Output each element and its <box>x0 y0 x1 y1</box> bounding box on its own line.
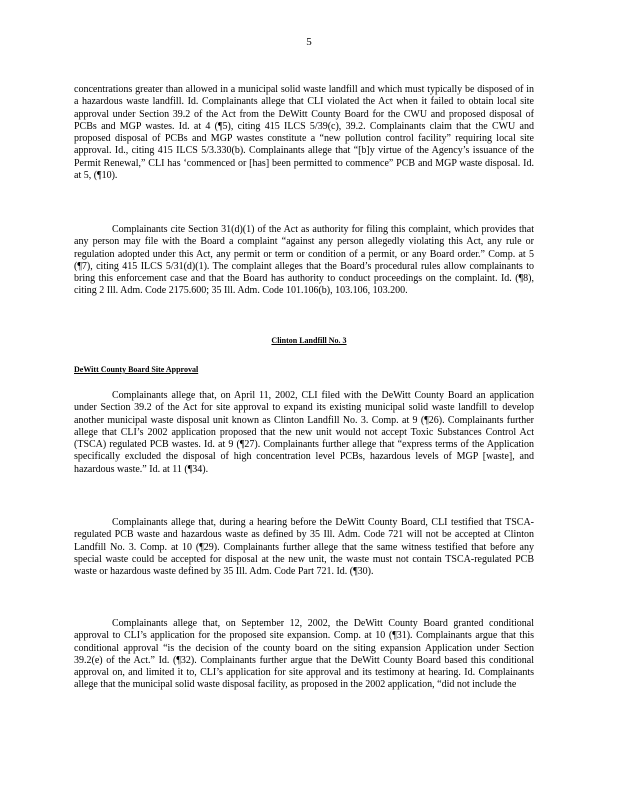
paragraph-3-text: Complainants allege that, on April 11, 2002, CLI filed with the DeWitt County Board an application under Section 39.2 of the Act for site approval to expand its existing municipal solid waste landfill to develop another municipal waste disposal unit known as Clinton Landfill No. 3. Comp. at 9 (¶26). Complainants further allege that CLI’s 2002 application proposed that the new unit would not accept Toxic Substances Control Act (TSCA) regulated PCB wastes. Id. at 9 (¶27). Complainants further allege that “express terms of the Application specifically excluded the disposal of high concentration level PCBs, hazardous levels of MGP [waste], and hazardous waste.” Id. at 11 (¶34). <box>74 390 534 475</box>
paragraph-4-text: Complainants allege that, during a hearing before the DeWitt County Board, CLI testified that TSCA-regulated PCB waste and hazardous waste as defined by 35 Ill. Adm. Code 721 will not be accepted at Clinton Landfill No. 3. Comp. at 10 (¶29). Complainants further allege that the same witness testified that before any special waste could be accepted for disposal at the new unit, the waste must not contain TSCA-regulated PCB waste or hazardous waste defined by 35 Ill. Adm. Code Part 721. Id. (¶30). <box>74 517 534 578</box>
paragraph-2-text: Complainants cite Section 31(d)(1) of the Act as authority for filing this complaint, which provides that any person may file with the Board a complaint “against any person allegedly violating this Act, any rule or regulation adopted under this Act, any permit or term or condition of a permit, or any Board order.” Comp. at 5 (¶7), citing 415 ILCS 5/31(d)(1). The complaint alleges that the Board’s procedural rules allow complainants to bring this enforcement case and that the Board has authority to conduct proceedings on the complaint. Id. (¶8), citing 2 Ill. Adm. Code 2175.600; 35 Ill. Adm. Code 101.106(b), 103.106, 103.200. <box>74 224 534 297</box>
paragraph-2 <box>74 224 534 298</box>
paragraph-5 <box>74 618 534 692</box>
page-number: 5 <box>306 36 312 48</box>
paragraph-5-text: Complainants allege that, on September 12, 2002, the DeWitt County Board granted conditional approval to CLI’s application for the proposed site expansion. Comp. at 10 (¶31). Complainants argue that this conditional approval “is the decision of the county board on the siting expansion Application under Section 39.2(e) of the Act.” Id. (¶32). Complainants further argue that the DeWitt County Board based this conditional approval on, and limited it to, CLI’s application for site approval and its testimony at hearing. Id. Complainants allege that the municipal solid waste disposal facility, as proposed in the 2002 application, “did not include the <box>74 618 534 691</box>
paragraph-1-text: concentrations greater than allowed in a municipal solid waste landfill and which must typically be disposed of in a hazardous waste landfill. Id. Complainants allege that CLI violated the Act when it failed to obtain local site approval under Section 39.2 of the Act from the DeWitt County Board for the CWU and proposed disposal of PCBs and MGP wastes. Id. at 4 (¶5), citing 415 ILCS 5/39(c), 39.2. Complainants claim that the CWU and proposed disposal of PCBs and MGP wastes constitute a “new pollution control facility” requiring local site approval. Id., citing 415 ILCS 5/3.330(b). Complainants allege that “[b]y virtue of the Agency’s issuance of the Permit Renewal,” CLI has ‘commenced or [has] been permitted to commence” PCB and MGP waste disposal. Id. at 5, (¶10). <box>74 84 534 182</box>
section-heading <box>0 336 618 345</box>
paragraph-4 <box>74 517 534 578</box>
section-heading-text: Clinton Landfill No. 3 <box>271 336 347 345</box>
paragraph-1 <box>74 84 534 182</box>
subsection-heading: DeWitt County Board Site Approval <box>74 365 199 374</box>
paragraph-3 <box>74 390 534 476</box>
